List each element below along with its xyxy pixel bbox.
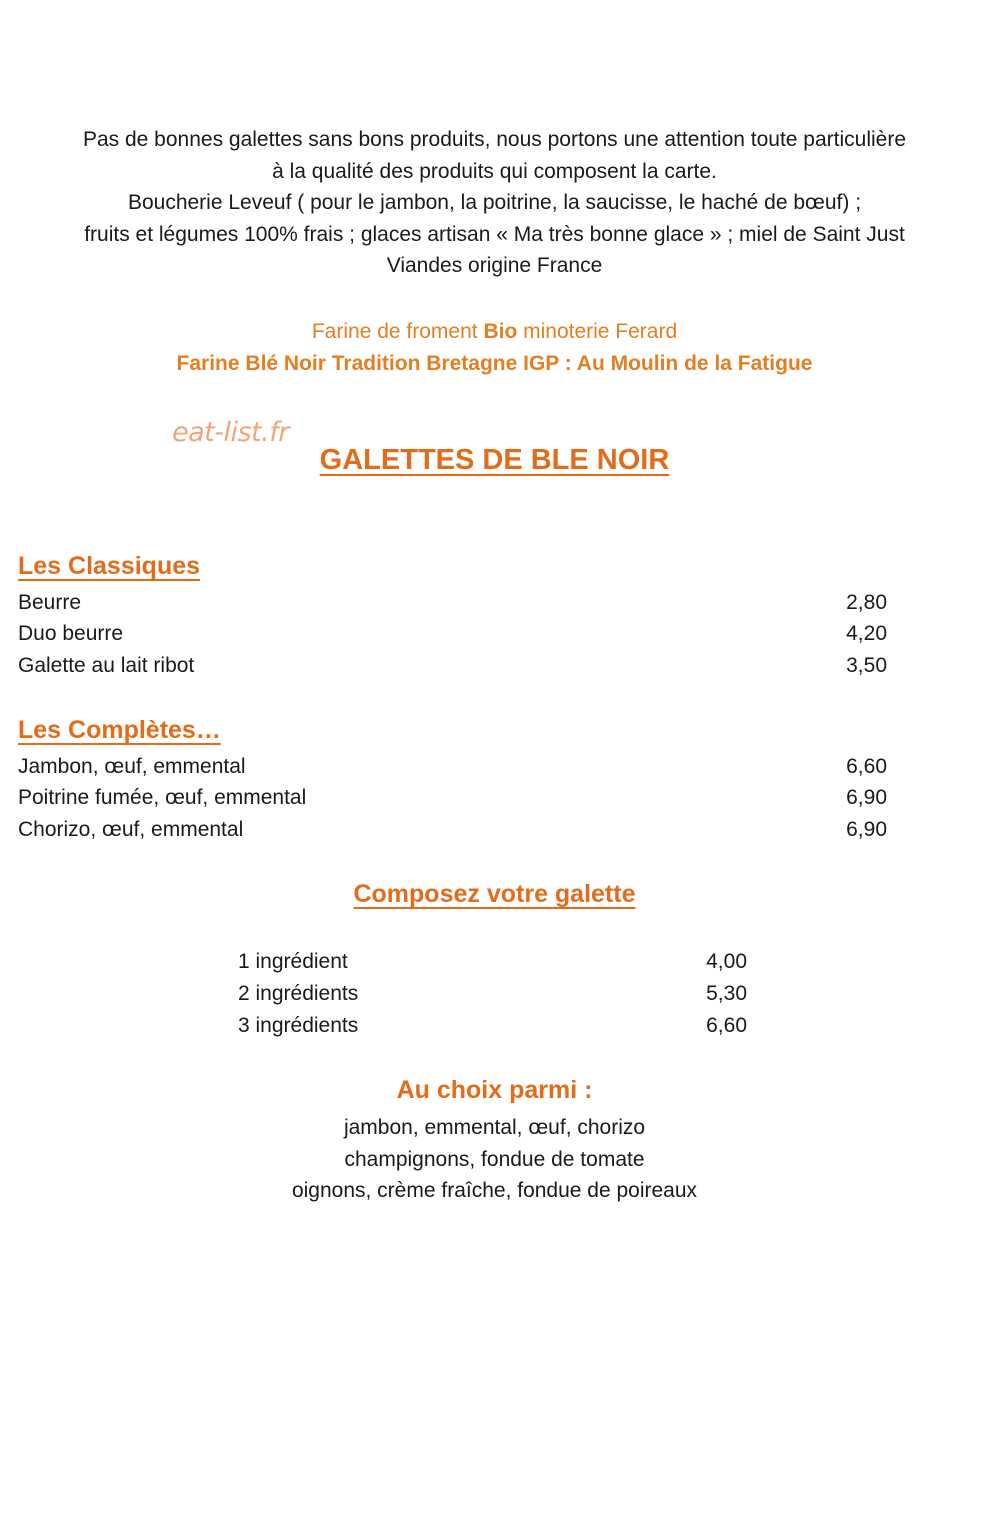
- intro-line: à la qualité des produits qui composent la carte.: [272, 159, 717, 183]
- section-title-composez: [0, 880, 989, 909]
- flour-text: Farine de froment: [311, 320, 484, 343]
- choice-line: jambon, emmental, œuf, chorizo: [343, 1116, 646, 1139]
- menu-item-price: 4,00: [706, 950, 747, 973]
- section-title-completes: Les Complètes…: [18, 716, 221, 744]
- menu-item-price: 2,80: [846, 591, 887, 614]
- menu-item-price: 6,90: [846, 818, 887, 841]
- menu-item-name: 2 ingrédients: [238, 982, 359, 1005]
- intro-paragraph: [0, 124, 989, 282]
- menu-item-price: 6,60: [706, 1014, 747, 1037]
- intro-line: Viandes origine France: [386, 254, 603, 278]
- flour-text: minoterie Ferard: [517, 320, 678, 343]
- flour-line-ble-noir: Farine Blé Noir Tradition Bretagne IGP : Au Moulin de la Fatigue: [176, 352, 813, 375]
- intro-line: Boucherie Leveuf ( pour le jambon, la poitrine, la saucisse, le haché de bœuf) ;: [127, 191, 862, 215]
- choice-title: Au choix parmi :: [396, 1076, 593, 1104]
- flour-line-froment: [0, 316, 989, 348]
- section-title-composez-text: Composez votre galette: [353, 880, 636, 908]
- menu-item-price: 6,90: [846, 786, 887, 809]
- menu-item-price: 4,20: [846, 622, 887, 645]
- menu-item-price: 5,30: [706, 982, 747, 1005]
- menu-item-name: 3 ingrédients: [238, 1014, 359, 1037]
- flour-info: [0, 316, 989, 380]
- page-title: [0, 444, 989, 477]
- menu-item-name: Chorizo, œuf, emmental: [18, 818, 244, 841]
- menu-item-name: Jambon, œuf, emmental: [18, 755, 246, 778]
- choice-line: champignons, fondue de tomate: [344, 1147, 645, 1171]
- section-title-classiques: Les Classiques: [18, 552, 201, 580]
- menu-item-price: 6,60: [846, 755, 887, 778]
- menu-item-price: 3,50: [846, 654, 887, 677]
- menu-item-name: Duo beurre: [18, 622, 124, 645]
- choice-list: [0, 1112, 989, 1207]
- watermark: eat-list.fr: [172, 417, 289, 448]
- menu-item-name: Beurre: [18, 591, 82, 614]
- menu-item-name: Poitrine fumée, œuf, emmental: [18, 786, 307, 809]
- menu-item-name: 1 ingrédient: [238, 950, 348, 973]
- intro-line: Pas de bonnes galettes sans bons produits, nous portons une attention toute particulière: [82, 128, 907, 151]
- intro-line: fruits et légumes 100% frais ; glaces artisan « Ma très bonne glace » ; miel de Saint Just: [84, 222, 905, 246]
- flour-bio-label: Bio: [483, 320, 518, 343]
- menu-item-name: Galette au lait ribot: [18, 654, 195, 677]
- page-title-text: GALETTES DE BLE NOIR: [319, 444, 670, 476]
- choice-line: oignons, crème fraîche, fondue de poireaux: [291, 1179, 698, 1202]
